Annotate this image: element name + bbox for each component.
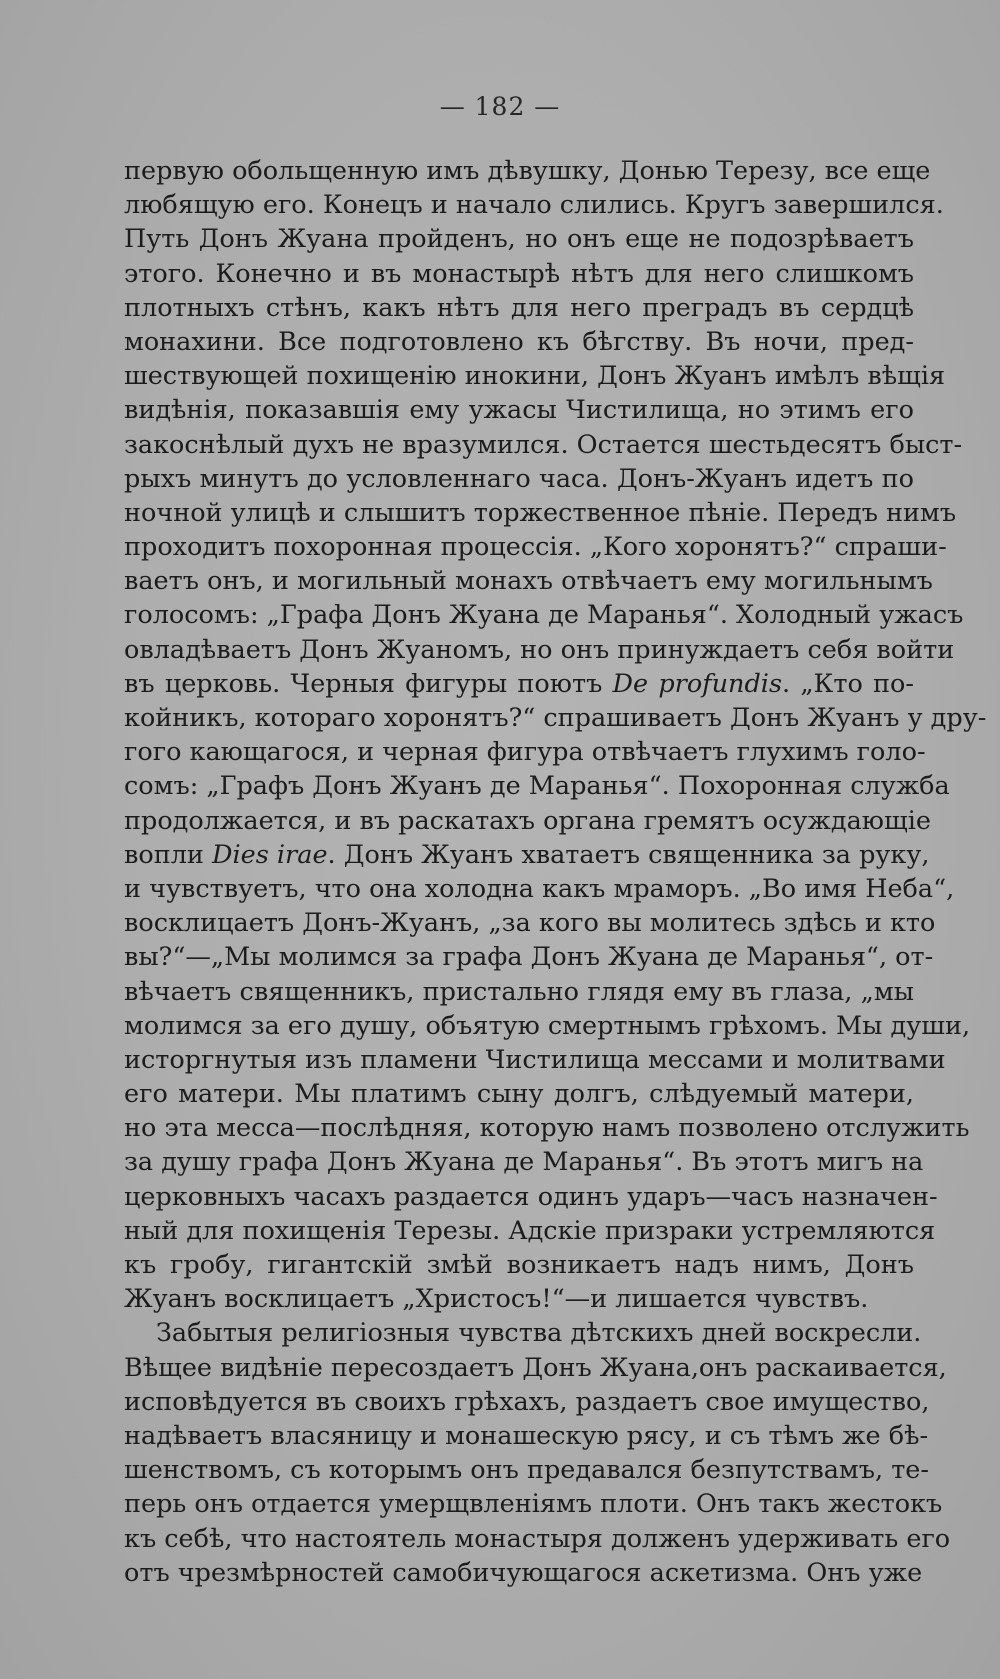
text-line bbox=[124, 1487, 943, 1521]
text-run: шествующей похищенію инокини, Донъ Жуанъ имѣлъ вѣщія bbox=[124, 361, 946, 392]
text-line bbox=[124, 291, 914, 325]
text-run: гого кающагося, и черная фигура отвѣчаетъ глухимъ голо- bbox=[124, 737, 926, 768]
text-run: исповѣдуется въ своихъ грѣхахъ, раздаетъ свое имущество, bbox=[124, 1386, 930, 1417]
text-line bbox=[124, 701, 987, 735]
text-run: Путь Донъ Жуана пройденъ, но онъ еще не подозрѣваетъ bbox=[124, 224, 914, 255]
text-run: этого. Конечно и въ монастырѣ нѣтъ для него слишкомъ bbox=[124, 258, 914, 289]
page-number: — 182 — bbox=[439, 92, 561, 121]
body-text bbox=[124, 154, 987, 1590]
text-line bbox=[124, 769, 950, 803]
text-run: вы?“—„Мы молимся за графа Донъ Жуана де Маранья“, от- bbox=[124, 942, 934, 973]
text-line bbox=[124, 804, 931, 838]
text-run: проходитъ похоронная процессія. „Кого хоронятъ?“ спраши- bbox=[124, 532, 947, 563]
text-line bbox=[124, 1009, 971, 1043]
text-run: . Донъ Жуанъ хватаетъ священника за руку, bbox=[327, 839, 930, 870]
text-run: монахини. Все подготовлено къ бѣгству. Въ ночи, пред- bbox=[124, 326, 914, 357]
text-run: Жуанъ восклицаетъ „Христосъ!“—и лишается чувствъ. bbox=[124, 1284, 869, 1315]
text-line bbox=[124, 1043, 946, 1077]
text-run: отъ чрезмѣрностей самобичующагося аскетизма. Онъ уже bbox=[124, 1557, 923, 1588]
text-line bbox=[124, 1111, 970, 1145]
text-run: перь онъ отдается умерщвленіямъ плоти. Онъ такъ жестокъ bbox=[124, 1489, 943, 1520]
text-line bbox=[124, 735, 926, 769]
text-line bbox=[124, 530, 947, 564]
text-run: къ себѣ, что настоятель монастыря долженъ удерживать его bbox=[124, 1523, 951, 1554]
text-line bbox=[124, 462, 914, 496]
text-line bbox=[124, 428, 963, 462]
text-line bbox=[124, 222, 914, 256]
text-line bbox=[124, 1214, 936, 1248]
text-run: надѣваетъ власяницу и монашескую рясу, и съ тѣмъ же бѣ- bbox=[124, 1420, 929, 1451]
text-run: Вѣщее видѣніе пересоздаетъ Донъ Жуана,онъ раскаивается, bbox=[124, 1352, 947, 1383]
text-line bbox=[124, 1522, 951, 1556]
text-run: вопли bbox=[124, 839, 213, 870]
text-line bbox=[124, 257, 914, 291]
text-run: видѣнія, показавшія ему ужасы Чистилища, но этимъ его bbox=[124, 395, 914, 426]
text-line bbox=[124, 1385, 930, 1419]
text-line bbox=[124, 154, 931, 188]
text-line bbox=[124, 1180, 938, 1214]
text-run: продолжается, и въ раскатахъ органа гремятъ осуждающіе bbox=[124, 805, 931, 836]
text-line bbox=[124, 940, 934, 974]
text-run: его матери. Мы платимъ сыну долгъ, слѣдуемый матери, bbox=[124, 1079, 914, 1110]
text-run: ночной улицѣ и слышитъ торжественное пѣніе. Передъ нимъ bbox=[124, 497, 957, 528]
text-run: сомъ: „Графъ Донъ Жуанъ де Маранья“. Похоронная служба bbox=[124, 771, 950, 802]
text-line bbox=[124, 1556, 923, 1590]
text-line bbox=[124, 359, 946, 393]
text-run: . „Кто по- bbox=[782, 668, 914, 699]
text-line bbox=[124, 325, 914, 359]
text-line bbox=[124, 598, 964, 632]
text-run: Забытыя религіозныя чувства дѣтскихъ дней воскресли. bbox=[156, 1318, 922, 1349]
text-line bbox=[124, 564, 933, 598]
text-run: койникъ, котораго хоронятъ?“ спрашиваетъ Донъ Жуанъ у дру- bbox=[124, 703, 987, 733]
text-run: къ гробу, гигантскій змѣй возникаетъ надъ нимъ, Донъ bbox=[124, 1250, 914, 1280]
text-run: восклицаетъ Донъ-Жуанъ, „за кого вы молитесь здѣсь и кто bbox=[124, 908, 936, 939]
text-run: любящую его. Конецъ и начало слились. Кругъ завершился. bbox=[124, 190, 944, 221]
text-line bbox=[124, 393, 914, 427]
text-line bbox=[124, 633, 955, 667]
text-line bbox=[124, 1077, 914, 1111]
text-run: въ церковь. Черныя фигуры поютъ bbox=[124, 668, 613, 699]
text-run: голосомъ: „Графа Донъ Жуана де Маранья“. Холодный ужасъ bbox=[124, 600, 964, 631]
text-line bbox=[124, 1316, 922, 1350]
text-run: рыхъ минутъ до условленнаго часа. Донъ-Жуанъ идетъ по bbox=[124, 463, 914, 494]
text-run: закоснѣлый духъ не вразумился. Остается шестьдесятъ быст- bbox=[124, 429, 963, 460]
text-line bbox=[124, 838, 930, 872]
text-line bbox=[124, 1248, 914, 1282]
text-line bbox=[124, 906, 936, 940]
text-line bbox=[124, 1282, 914, 1316]
text-run: овладѣваетъ Донъ Жуаномъ, но онъ принуждаетъ себя войти bbox=[124, 634, 955, 665]
text-run: молимся за его душу, объятую смертнымъ грѣхомъ. Мы души, bbox=[124, 1010, 971, 1041]
text-run: шенствомъ, съ которымъ онъ предавался безпутствамъ, те- bbox=[124, 1455, 930, 1486]
text-line bbox=[124, 496, 957, 530]
text-line bbox=[124, 1145, 924, 1179]
text-line bbox=[124, 1453, 930, 1487]
text-run: плотныхъ стѣнъ, какъ нѣтъ для него преградъ въ сердцѣ bbox=[124, 292, 914, 323]
text-line bbox=[124, 1419, 929, 1453]
italic-latin-phrase: De profundis bbox=[612, 668, 783, 699]
text-run: и чувствуетъ, что она холодна какъ мраморъ. „Во имя Неба“, bbox=[124, 873, 955, 904]
text-line bbox=[124, 975, 914, 1009]
text-run: первую обольщенную имъ дѣвушку, Донью Терезу, все еще bbox=[124, 156, 931, 186]
text-line bbox=[124, 872, 955, 906]
text-line bbox=[124, 667, 914, 701]
text-run: ваетъ онъ, и могильный монахъ отвѣчаетъ ему могильнымъ bbox=[124, 566, 933, 597]
text-run: исторгнутыя изъ пламени Чистилища мессами и молитвами bbox=[124, 1044, 946, 1075]
text-run: церковныхъ часахъ раздается одинъ ударъ—часъ назначен- bbox=[124, 1181, 938, 1212]
text-run: за душу графа Донъ Жуана де Маранья“. Въ этотъ мигъ на bbox=[124, 1147, 924, 1178]
italic-latin-phrase: Dies irae bbox=[212, 839, 328, 870]
text-line bbox=[124, 188, 944, 222]
text-run: но эта месса—послѣдняя, которую намъ позволено отслужить bbox=[124, 1113, 970, 1144]
text-run: ный для похищенія Терезы. Адскіе призраки устремляются bbox=[124, 1215, 936, 1246]
text-run: вѣчаетъ священникъ, пристально глядя ему въ глаза, „мы bbox=[124, 976, 914, 1007]
text-line bbox=[124, 1351, 947, 1385]
